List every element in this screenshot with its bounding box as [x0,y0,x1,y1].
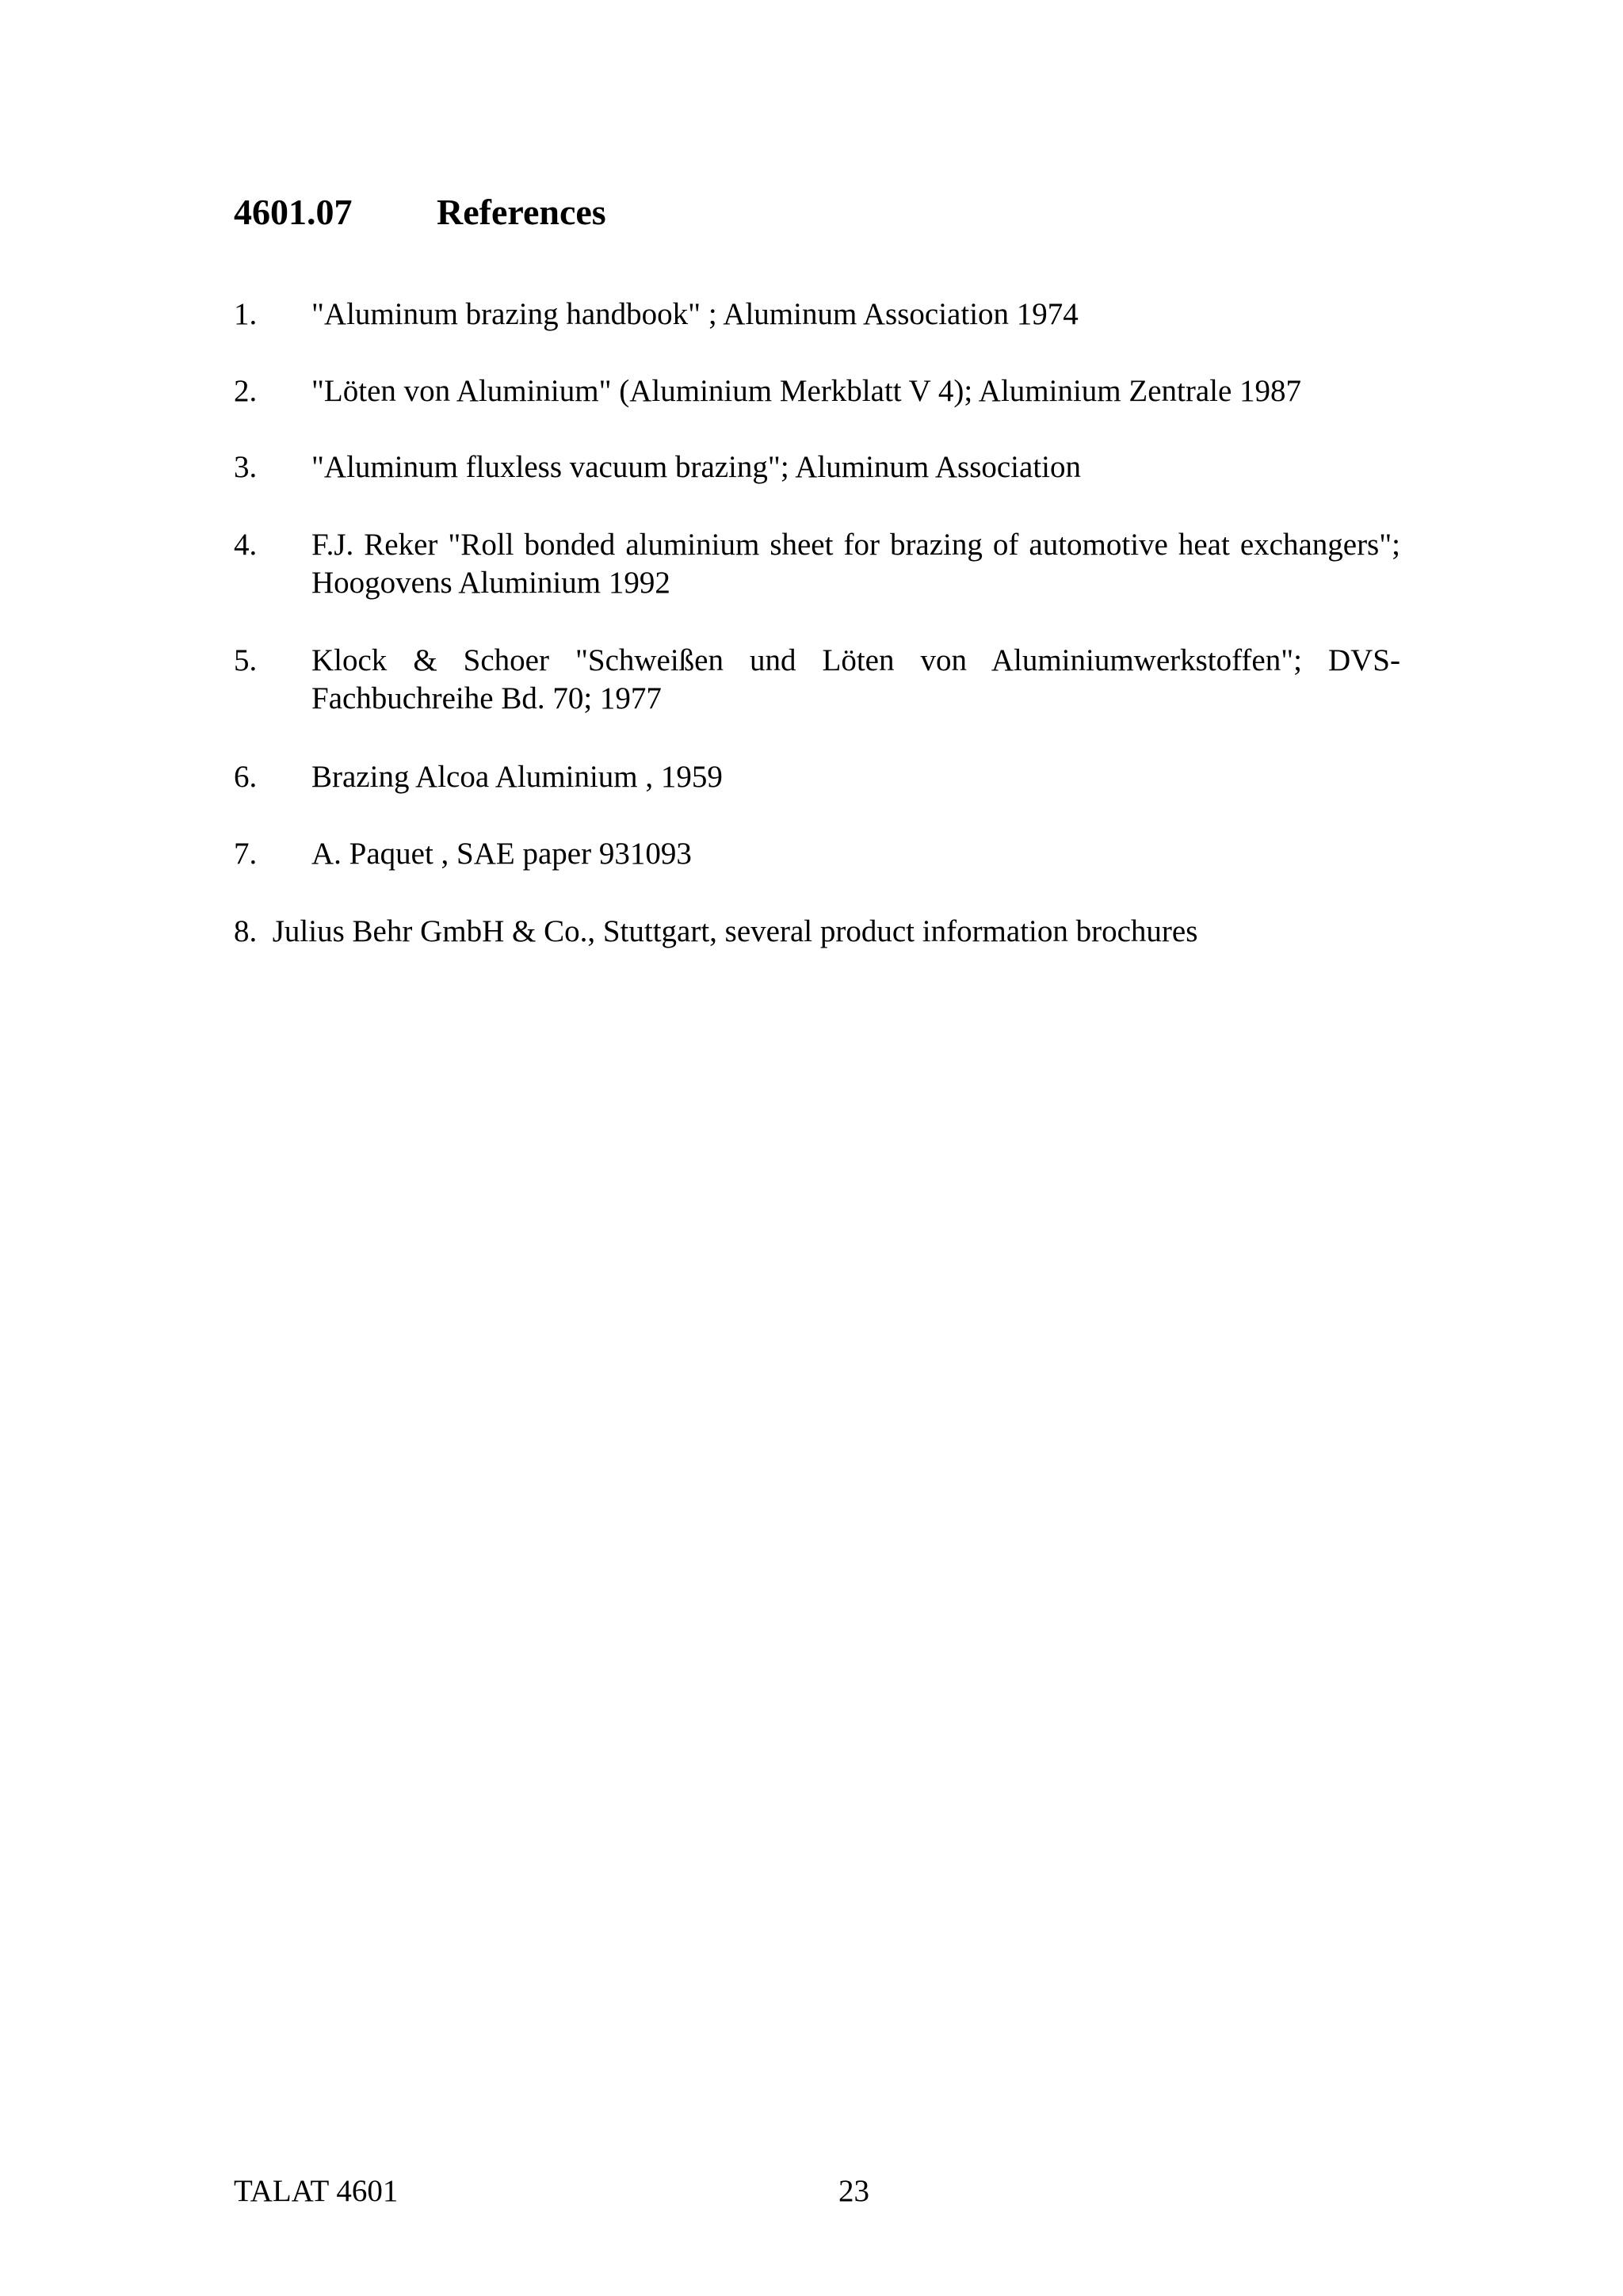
reference-number: 8. [234,914,258,948]
reference-number: 5. [234,643,258,677]
reference-number: 4. [234,528,258,562]
reference-text: "Aluminum brazing handbook" ; Aluminum Association 1974 [311,297,1079,331]
reference-text: Klock & Schoer "Schweißen und Löten von Aluminiumwerkstoffen"; DVS-Fachbuchreihe Bd. 70; 1977 [311,643,1400,715]
reference-text: A. Paquet , SAE paper 931093 [311,837,692,871]
reference-number: 6. [234,760,258,794]
reference-number: 7. [234,837,258,871]
reference-number: 2. [234,374,258,408]
reference-text: "Löten von Aluminium" (Aluminium Merkblatt V 4); Aluminium Zentrale 1987 [311,374,1302,408]
section-number: 4601.07 [234,192,353,232]
footer-page-number: 23 [838,2174,869,2208]
section-title: References [437,192,606,232]
reference-text: Brazing Alcoa Aluminium , 1959 [311,760,723,794]
reference-item-1 [234,296,1400,334]
section-heading [234,189,606,236]
reference-text: Julius Behr GmbH & Co., Stuttgart, several product information brochures [272,914,1198,948]
footer-document-id: TALAT 4601 [234,2174,399,2208]
reference-item-3 [234,448,1400,486]
reference-item-7 [234,835,1400,873]
reference-item-8 [234,913,1400,951]
reference-number: 3. [234,450,258,484]
reference-item-4 [234,526,1400,602]
reference-item-5 [234,642,1400,718]
reference-item-2 [234,372,1400,410]
reference-item-6 [234,758,1400,796]
reference-number: 1. [234,297,258,331]
reference-text: "Aluminum fluxless vacuum brazing"; Aluminum Association [311,450,1082,484]
reference-text: F.J. Reker "Roll bonded aluminium sheet for brazing of automotive heat exchangers"; Hoogovens Aluminium 1992 [311,528,1400,600]
